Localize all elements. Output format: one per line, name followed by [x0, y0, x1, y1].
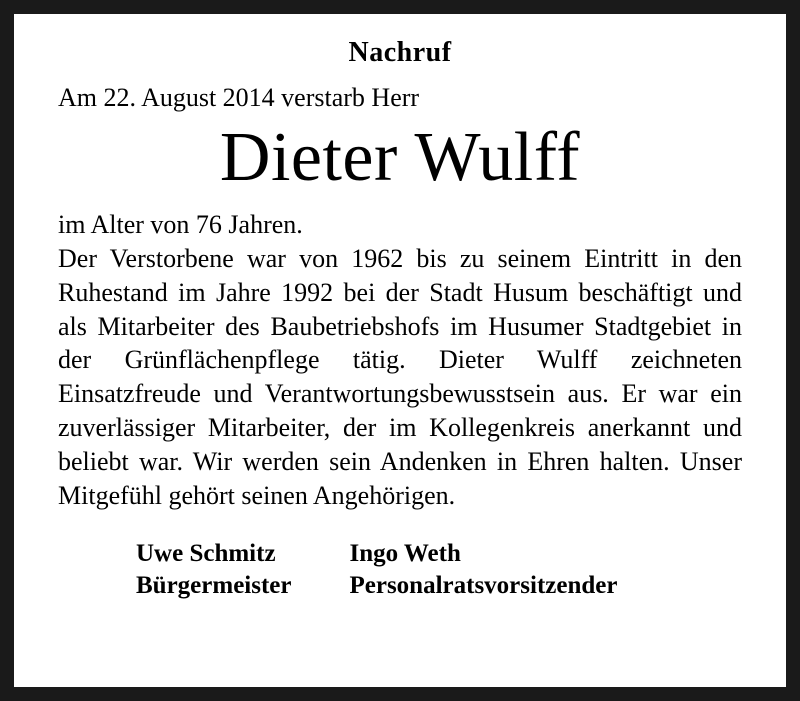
age-line: im Alter von 76 Jahren. [58, 210, 303, 240]
signatory [136, 538, 291, 601]
signatory-role: Bürgermeister [136, 571, 292, 599]
obituary-body-paragraph: Der Verstorbene war von 1962 bis zu seinem Eintritt in den Ruhestand im Jahre 1992 bei der Stadt Husum beschäftigt und als Mitarbeiter des Baubetriebshofs im Husumer Stadtgebiet in der Grünflächenpflege tätig. Dieter Wulff zeichneten Einsatzfreude und Verantwortungsbewusstsein aus. Er war ein zuverlässiger Mitarbeiter, der im Kollegenkreis anerkannt und beliebt war. Wir werden sein Andenken in Ehren halten. Unser Mitgefühl gehört seinen Angehörigen. [58, 243, 742, 510]
signatory-name: Uwe Schmitz [136, 540, 276, 568]
signatory-name: Ingo Weth [349, 540, 461, 568]
obituary-body [58, 242, 742, 512]
signatories [58, 538, 742, 601]
deceased-name: Dieter Wulff [219, 118, 581, 196]
signatory [349, 538, 617, 601]
signatory-role: Personalratsvorsitzender [349, 571, 618, 599]
death-date-line: Am 22. August 2014 verstarb Herr [58, 82, 420, 112]
bottom-spacer [58, 601, 742, 677]
obituary-heading: Nachruf [348, 37, 452, 68]
